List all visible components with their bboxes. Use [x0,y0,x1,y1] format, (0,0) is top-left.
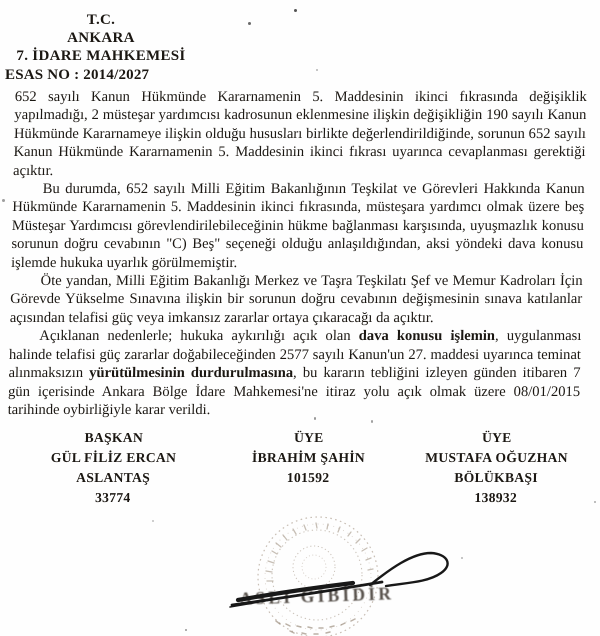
signatory-registry-no: 33774 [94,490,131,506]
signatory-name: BÖLÜKBAŞI [454,470,539,486]
scan-speck [316,69,318,71]
header-court-name: 7. İDARE MAHKEMESİ [16,48,186,64]
handwritten-signature [230,553,448,607]
scan-speck [294,9,297,12]
signatory-name: GÜL FİLİZ ERCAN [50,450,177,466]
signatory-member-2 [397,428,596,508]
paragraph-bu-durumda [11,180,585,272]
signatory-name: İBRAHİM ŞAHİN [251,450,366,466]
scan-speck [152,520,154,522]
signatory-name: MUSTAFA OĞUZHAN [425,450,568,466]
decision-body [7,88,587,419]
scan-speck [185,629,187,631]
paragraph-text: , bu kararın tebliğini izleyen günden itibaren 7 gün içerisinde Ankara Bölge İdare Mahkemesi'ne itiraz yolu açık olmak üzere 08/01/2015 tarihinde oybirliğiyle karar verildi. [7,365,581,418]
case-number-value: 2014/2027 [83,67,150,83]
scan-speck [461,557,463,559]
signature-block [7,428,600,508]
header-republic: T.C. [86,12,116,28]
signatory-registry-no: 101592 [286,470,330,486]
signatory-title: ÜYE [293,430,324,446]
court-header [5,0,600,84]
stamp-bottom-marks [276,619,355,634]
paragraph-text: Açıklanan nedenlerle; hukuka aykırılığı açık olan [39,328,359,345]
paragraph-decision [7,327,581,419]
signatory-title: ÜYE [481,430,512,446]
signatory-name: ASLANTAŞ [76,470,151,486]
scan-speck [594,501,596,503]
paragraph-khk-evaluation [13,88,587,180]
stamp-certification-text: ASLI GİBİDİR [239,583,395,609]
signatory-registry-no: 138932 [474,490,518,506]
case-number-label: ESAS NO : [5,67,80,83]
paragraph-text: 652 sayılı Kanun Hükmünde Kararnamenin 5. Maddesinin ikinci fıkrasında değişiklik yapılmadığı, 2 müsteşar yardımcısı kadrosunun eklenmesine ilişkin değişikliğin 190 sayılı Kanun Hükmünde Kararnameye ilişkin olduğu hususları birlikte değerlendirildiğinde, sorunun 652 sayılı Kanun Hükmünde Kararnamenin 5. Maddesinin ikinci fıkrası uyarınca cevaplanması gerektiği açıktır. [12,89,587,179]
header-city: ANKARA [67,30,135,46]
scan-speck [248,22,251,25]
signatory-president [7,428,220,508]
stamp-ring-marks [266,523,373,581]
certification-stamp [150,503,500,636]
paragraph-text: Öte yandan, Milli Eğitim Bakanlığı Merkez ve Taşra Teşkilatı Şef ve Memur Kadroları İçin Görevde Yükselme Sınavına ilişkin bir sorunun doğru cevabının değişmesinin sınava katılanlar açısından telafisi güç veya imkansız zararlar ortaya çıkaracağı da açıktır. [9,273,583,326]
case-number-line [5,66,600,84]
signatory-title: BAŞKAN [84,430,144,446]
signatory-member-1 [219,428,398,508]
paragraph-text-bold: yürütülmesinin durdurulmasına [88,365,294,382]
paragraph-text: Bu durumda, 652 sayılı Milli Eğitim Bakanlığının Teşkilat ve Görevleri Hakkında Kanun Hükmünde Kararnamenin 5. Maddesinin ikinci fıkrasında, müsteşara yardımcı olmak üzere beş Müsteşar Yardımcısı görevlendirilebileceğinin hükme bağlanması karşısında, uyuşmazlık konusu sorunun doğru cevabının "C) Beş" seçeneği olduğu anlaşıldığından, aksi yöndeki dava konusu işlemde hukuka uyarlık görülmemiştir. [10,181,585,271]
scan-speck [371,420,373,423]
stamp-seal-rings [258,517,378,636]
paragraph-text: , uygulanması halinde telafisi güç zararlar doğabileceğinden 2577 sayılı Kanun'un 27. maddesi uyarınca teminat alınmaksızın [8,328,582,382]
scan-speck [2,199,5,202]
paragraph-text-bold: dava konusu işlemin [358,328,496,345]
paragraph-ote-yandan [10,272,583,327]
scan-speck [314,417,316,420]
